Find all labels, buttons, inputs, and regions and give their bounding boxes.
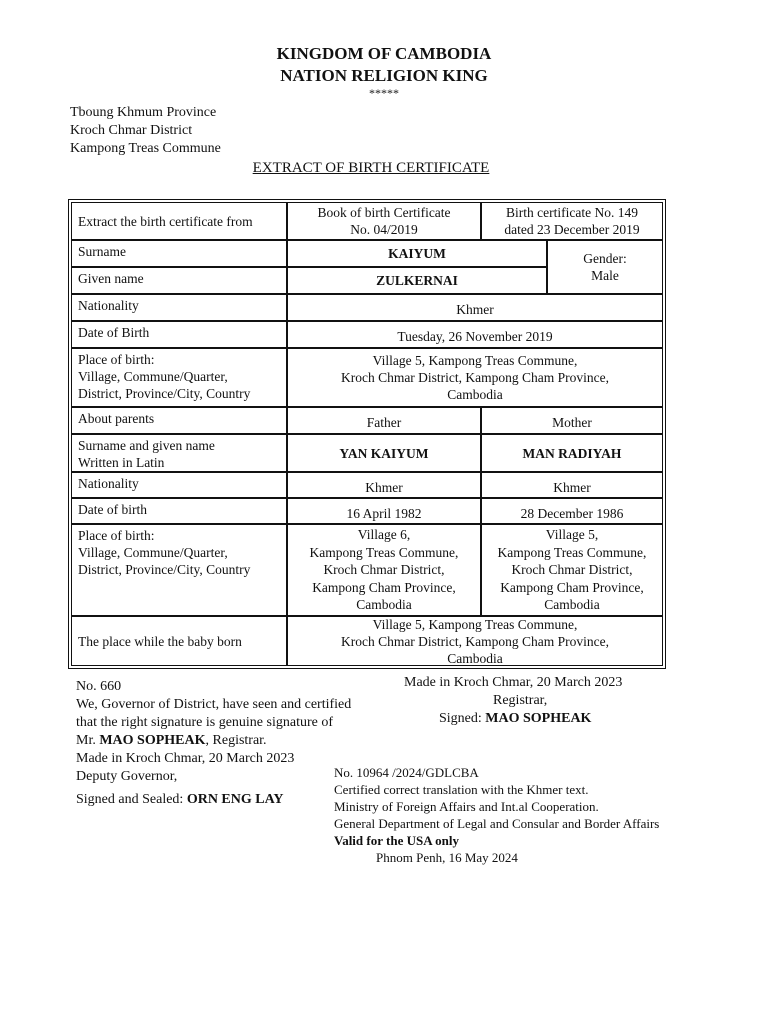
parent-pob-label-line1: Place of birth: <box>78 528 155 543</box>
certification-place-date: Phnom Penh, 16 May 2024 <box>376 850 518 865</box>
father-pob-line1: Village 6, <box>357 527 411 543</box>
mother-name <box>481 434 663 472</box>
pob-label-line1: Place of birth: <box>78 352 155 367</box>
dob-text: Tuesday, 26 November 2019 <box>397 329 553 344</box>
certification-valid: Valid for the USA only <box>334 833 459 848</box>
pob-line2: Kroch Chmar District, Kampong Cham Province, <box>340 370 610 385</box>
given-text: ZULKERNAI <box>376 273 458 288</box>
father-dob-text: 16 April 1982 <box>346 505 422 521</box>
parent-pob-label-line3: District, Province/City, Country <box>78 562 251 577</box>
parent-pob-label-line2: Village, Commune/Quarter, <box>78 545 228 560</box>
names-label-line1: Surname and given name <box>78 438 215 453</box>
parents-label <box>71 407 287 434</box>
address-district: Kroch Chmar District <box>70 123 193 138</box>
father-pob-line3: Kroch Chmar District, <box>323 562 445 578</box>
book-line1: Book of birth Certificate <box>317 205 451 220</box>
mother-pob-line5: Cambodia <box>544 597 600 613</box>
given-name-label <box>71 267 287 294</box>
surname-text: KAIYUM <box>388 246 446 261</box>
nationality-label <box>71 294 287 321</box>
parent-nationality-label <box>71 472 287 498</box>
father-name <box>287 434 481 472</box>
header-motto: NATION RELIGION KING <box>280 66 488 85</box>
governor-signature <box>76 791 284 809</box>
father-nat-text: Khmer <box>365 479 403 495</box>
father-pob-line4: Kampong Cham Province, <box>312 579 456 595</box>
parent-dob-label <box>71 498 287 524</box>
address-province: Tboung Khmum Province <box>70 105 217 120</box>
mother-dob-text: 28 December 1986 <box>520 505 624 521</box>
parent-nat-label-text: Nationality <box>78 476 139 491</box>
document-title: EXTRACT OF BIRTH CERTIFICATE <box>252 160 490 176</box>
registrar-signed-label: Signed: <box>439 711 482 726</box>
cert-cell <box>481 202 663 240</box>
mother-pob-line3: Kroch Chmar District, <box>511 562 633 578</box>
mother-pob-line2: Kampong Treas Commune, <box>497 544 647 560</box>
names-label-line2: Written in Latin <box>78 455 165 470</box>
mother-nat-text: Khmer <box>553 479 591 495</box>
nationality-text: Khmer <box>456 302 494 317</box>
governor-line3 <box>76 732 267 750</box>
certification-line1: Certified correct translation with the Khmer text. <box>334 782 589 797</box>
header-stars: ***** <box>369 86 399 100</box>
surname-value <box>287 240 547 267</box>
pob-line1: Village 5, Kampong Treas Commune, <box>372 353 578 368</box>
born-place-value <box>287 616 663 666</box>
born-line3: Cambodia <box>447 650 503 666</box>
registrar-role: Registrar, <box>493 693 548 708</box>
dob-label-text: Date of Birth <box>78 325 150 340</box>
certification-no: No. 10964 /2024/GDLCBA <box>334 765 479 780</box>
mother-name-text: MAN RADIYAH <box>522 445 622 461</box>
governor-made-in: Made in Kroch Chmar, 20 March 2023 <box>76 751 295 766</box>
book-cell <box>287 202 481 240</box>
extract-label <box>71 202 287 240</box>
governor-line1: We, Governor of District, have seen and certified <box>76 697 352 712</box>
parent-dob-label-text: Date of birth <box>78 502 147 517</box>
gender-label: Gender: <box>583 251 627 266</box>
governor-signed-label: Signed and Sealed: <box>76 792 184 807</box>
father-name-text: YAN KAIYUM <box>339 445 429 461</box>
father-dob <box>287 498 481 524</box>
father-header-text: Father <box>366 415 402 430</box>
gender-value: Male <box>591 268 619 283</box>
address-commune: Kampong Treas Commune <box>70 141 221 156</box>
governor-mr: Mr. <box>76 733 96 748</box>
governor-deputy: Deputy Governor, <box>76 769 178 784</box>
born-place-label <box>71 616 287 666</box>
father-nationality <box>287 472 481 498</box>
registrar-signed-name: MAO SOPHEAK <box>485 711 592 726</box>
born-label-text: The place while the baby born <box>78 633 242 649</box>
registrar-made-in: Made in Kroch Chmar, 20 March 2023 <box>404 675 623 690</box>
dob-label <box>71 321 287 348</box>
dob-value <box>287 321 663 348</box>
mother-pob-line4: Kampong Cham Province, <box>500 579 644 595</box>
parent-names-label <box>71 434 287 472</box>
pob-label <box>71 348 287 407</box>
extract-label-text: Extract the birth certificate from <box>78 213 253 229</box>
mother-nationality <box>481 472 663 498</box>
pob-label-line2: Village, Commune/Quarter, <box>78 369 228 384</box>
book-line2: No. 04/2019 <box>350 222 418 237</box>
governor-registrar-name: MAO SOPHEAK <box>99 733 206 748</box>
father-pob <box>287 524 481 616</box>
certification-line2: Ministry of Foreign Affairs and Int.al Cooperation. <box>334 799 599 814</box>
governor-line2: that the right signature is genuine signature of <box>76 715 333 730</box>
nationality-value <box>287 294 663 321</box>
parent-pob-label <box>71 524 287 616</box>
governor-registrar-suffix: , Registrar. <box>205 733 267 748</box>
mother-header <box>481 407 663 434</box>
father-pob-line2: Kampong Treas Commune, <box>309 544 459 560</box>
given-name-value <box>287 267 547 294</box>
mother-header-text: Mother <box>552 415 592 430</box>
born-line1: Village 5, Kampong Treas Commune, <box>372 616 578 632</box>
gender-cell <box>547 240 663 294</box>
mother-dob <box>481 498 663 524</box>
header-kingdom: KINGDOM OF CAMBODIA <box>276 44 492 63</box>
pob-value <box>287 348 663 407</box>
surname-label <box>71 240 287 267</box>
mother-pob-line1: Village 5, <box>545 527 599 543</box>
father-header <box>287 407 481 434</box>
birth-certificate-table <box>68 199 666 669</box>
surname-label-text: Surname <box>78 244 126 259</box>
registrar-signature <box>439 710 591 728</box>
nationality-label-text: Nationality <box>78 298 139 313</box>
cert-line2: dated 23 December 2019 <box>504 222 640 237</box>
father-pob-line5: Cambodia <box>356 597 412 613</box>
pob-label-line3: District, Province/City, Country <box>78 386 251 401</box>
governor-no: No. 660 <box>76 679 122 694</box>
governor-signed-name: ORN ENG LAY <box>186 792 284 807</box>
mother-pob <box>481 524 663 616</box>
certification-line3: General Department of Legal and Consular and Border Affairs <box>334 816 660 831</box>
given-label-text: Given name <box>78 271 144 286</box>
cert-line1: Birth certificate No. 149 <box>506 205 638 220</box>
pob-line3: Cambodia <box>447 387 503 402</box>
parents-label-text: About parents <box>78 411 155 426</box>
born-line2: Kroch Chmar District, Kampong Cham Province, <box>340 633 610 649</box>
